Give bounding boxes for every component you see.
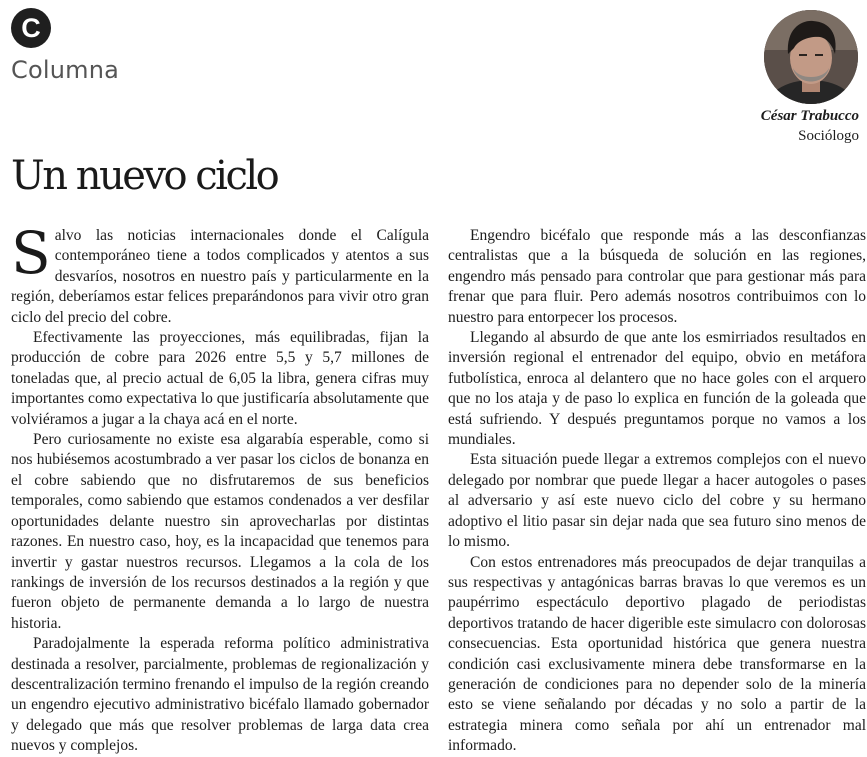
author-photo-icon (764, 10, 858, 104)
article-paragraph: Paradojalmente la esperada reforma político administrativa destinada a resolver, parcialmente, problemas de regionalización y descentralización termino frenando el impulso de la región creando un engendro ejecutivo administrativo bicéfalo llamado gobernador y delegado que más que resolver problemas de larga data crea nuevos y complejos. (11, 635, 429, 755)
article-paragraph: Llegando al absurdo de que ante los esmirriados resultados en inversión regional el entrenador del equipo, obvio en metáfora futbolística, enroca al delantero que no hace goles con el arquero que no los ataja y de paso lo explica en función de la goleada que está sufriendo. Y después preguntamos porque no vamos a los mundiales. (448, 329, 866, 449)
article-paragraph: Pero curiosamente no existe esa algarabía esperable, como si nos hubiésemos acostumbrado a ver pasar los ciclos de bonanza en el cobre sabiendo que no disfrutaremos de sus beneficios temporales, como sabiendo que estamos condenados a ver desfilar oportunidades delante nuestro sin aprovecharlas por distintas razones. En nuestro caso, hoy, es la incapacidad que tenemos para invertir y gastar nuestros recursos. Llegamos a la cola de los rankings de inversión de los recursos destinados a la región y que fueron objeto de permanente demanda a lo largo de nuestra historia. (11, 431, 429, 632)
author-name: César Trabucco (760, 108, 859, 124)
article-paragraph: Engendro bicéfalo que responde más a las desconfianzas centralistas que a la búsqueda de solución en las regiones, engendro más pensado para controlar que para gestionar más para frenar que para fluir. Pero además nosotros contribuimos con lo nuestro para entorpecer los procesos. (448, 227, 866, 326)
author-block (761, 106, 859, 146)
article-title: Un nuevo ciclo (11, 153, 278, 199)
author-portrait (764, 10, 858, 104)
author-role: Sociólogo (798, 128, 859, 144)
article-paragraph: Esta situación puede llegar a extremos complejos con el nuevo delegado por nombrar que puede llegar a hacer autogoles o pases al adversario y así este nuevo ciclo del cobre y su hermano adoptivo el litio pasar sin dejar nada que sea futuro sino menos de lo mismo. (448, 451, 866, 551)
drop-cap: S (11, 219, 51, 287)
article-column-right (448, 226, 866, 757)
article-paragraph (11, 219, 429, 328)
article-paragraph: Con estos entrenadores más preocupados de dejar tranquilas a sus respectivas y antagónicas barras bravas lo que veremos es un paupérrimo espectáculo deportivo plagado de periodistas deportivos tratando de hacer digerible este simulacro con dolorosas consecuencias. Esta oportunidad histórica que genera nuestra condición casi exclusivamente minera debe transformarse en la generación de condiciones para no depender solo de la minería esto se viene señalando por décadas y no solo a partir de la estrategia minera como señala por ahí un entrenador mal informado. (448, 553, 866, 755)
article-column-left (11, 219, 429, 757)
section-label: Columna (11, 56, 120, 84)
paragraph-text: alvo las noticias internacionales donde el Calígula contemporáneo tiene a todos complicados y atentos a sus desvaríos, nosotros en nuestro país y particularmente en la región, deberíamos estar felices preparándonos para vivir otro gran ciclo del precio del cobre. (11, 227, 429, 326)
article-paragraph: Efectivamente las proyecciones, más equilibradas, fijan la producción de cobre para 2026 entre 5,5 y 5,7 millones de toneladas que, al precio actual de 6,05 la libra, genera cifras muy importantes como expectativa lo que justificaría absolutamente que volviéramos a jugar a la chaya acá en el norte. (11, 329, 429, 428)
section-badge: C (11, 8, 51, 48)
